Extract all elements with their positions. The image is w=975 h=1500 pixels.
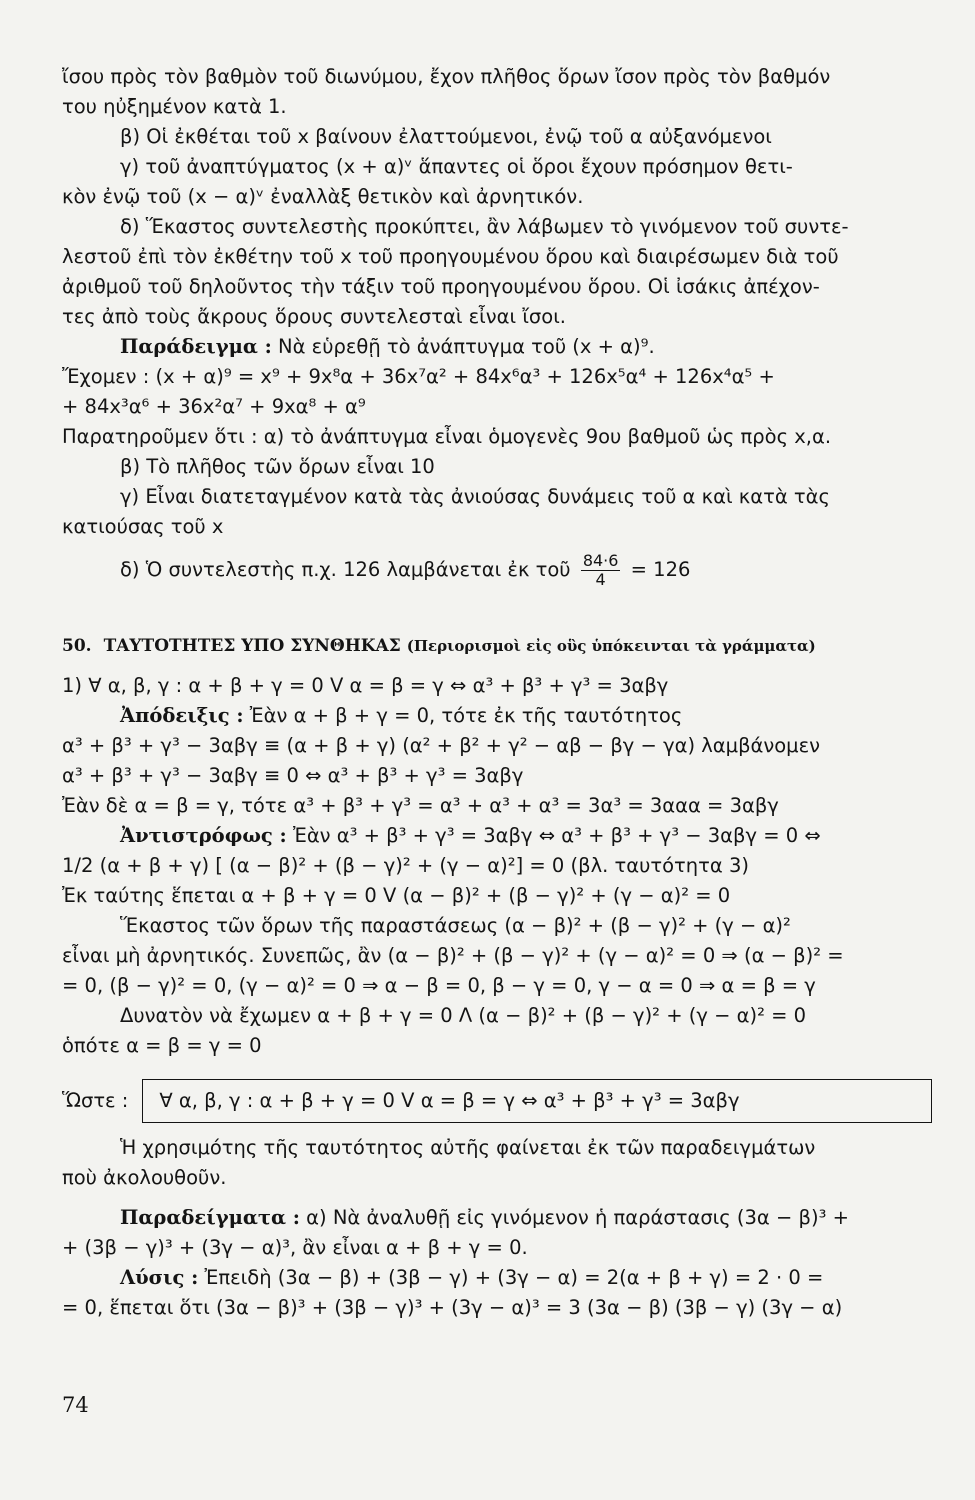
item-d-line4: τες ἀπὸ τοὺς ἄκρους ὅρους συντελεσταὶ εἶναι ἴσοι. — [62, 305, 567, 328]
observation: Παρατηροῦμεν ὅτι : α) τὸ ἀνάπτυγμα εἶναι ὁμογενὲς 9ου βαθμοῦ ὡς πρὸς x,α. — [62, 425, 832, 448]
item-d-line3: ἀριθμοῦ τοῦ δηλοῦντος τὴν τάξιν τοῦ προηγουμένου ὅρου. Οἱ ἰσάκις ἀπέχον- — [62, 275, 820, 298]
observation-g2: κατιούσας τοῦ x — [62, 515, 224, 538]
boxed-identity: ∀ α, β, γ : α + β + γ = 0 V α = β = γ ⇔ α³ + β³ + γ³ = 3αβγ — [142, 1079, 932, 1123]
paragraph-line: ἴσου πρὸς τὸν βαθμὸν τοῦ διωνύμου, ἔχον πλῆθος ὅρων ἴσον πρὸς τὸν βαθμόν — [62, 65, 831, 88]
fraction-numerator: 84·6 — [582, 551, 619, 570]
section-number: 50. — [62, 636, 92, 656]
page-text — [62, 62, 932, 1323]
solution-heading — [62, 1263, 932, 1293]
usefulness-line1: Ἡ χρησιμότης τῆς ταυτότητος αὐτῆς φαίνεται ἐκ τῶν παραδειγμάτων — [120, 1136, 816, 1159]
observation-g1: γ) Εἶναι διατεταγμένον κατὰ τὰς ἀνιούσας δυνάμεις τοῦ α καὶ κατὰ τὰς — [120, 485, 830, 508]
page-number: 74 — [62, 1393, 89, 1417]
solution-line2: = 0, ἕπεται ὅτι (3α − β)³ + (3β − γ)³ + (3γ − α)³ = 3 (3α − β) (3β − γ) (3γ − α) — [62, 1296, 843, 1319]
converse-line7: ὁπότε α = β = γ = 0 — [62, 1034, 262, 1057]
converse-label: Ἀντιστρόφως : — [120, 824, 287, 847]
observation-b: β) Τὸ πλῆθος τῶν ὅρων εἶναι 10 — [120, 455, 435, 478]
converse-line2: Ἐκ ταύτης ἕπεται α + β + γ = 0 V (α − β)² + (β − γ)² + (γ − α)² = 0 — [62, 884, 731, 907]
examples-line2: + (3β − γ)³ + (3γ − α)³, ἂν εἶναι α + β + γ = 0. — [62, 1236, 528, 1259]
example-heading — [62, 332, 932, 362]
example-text: Νὰ εὑρεθῇ τὸ ἀνάπτυγμα τοῦ (x + α)⁹. — [271, 335, 655, 358]
solution-label: Λύσις : — [120, 1266, 199, 1289]
item-d-line1: δ) Ἕκαστος συντελεστὴς προκύπτει, ἂν λάβωμεν τὸ γινόμενον τοῦ συντε- — [120, 215, 849, 238]
observation-d — [62, 552, 932, 589]
expansion-line1: Ἔχομεν : (x + α)⁹ = x⁹ + 9x⁸α + 36x⁷α² + 84x⁶α³ + 126x⁵α⁴ + 126x⁴α⁵ + — [62, 365, 775, 388]
converse-heading — [62, 821, 932, 851]
item-g-line1: γ) τοῦ ἀναπτύγματος (x + α)ᵛ ἅπαντες οἱ ὅροι ἔχουν πρόσημον θετι- — [120, 155, 793, 178]
fraction-denominator: 4 — [595, 570, 606, 589]
usefulness-line2: ποὺ ἀκολουθοῦν. — [62, 1166, 227, 1189]
solution-text: Ἐπειδὴ (3α − β) + (3β − γ) + (3γ − α) = 2(α + β + γ) = 2 · 0 = — [198, 1266, 824, 1289]
conclusion-row — [62, 1079, 932, 1123]
expansion-line2: + 84x³α⁶ + 36x²α⁷ + 9xα⁸ + α⁹ — [62, 395, 366, 418]
observation-d-result: = 126 — [630, 558, 691, 581]
examples-label: Παραδείγματα : — [120, 1206, 300, 1229]
examples-heading — [62, 1203, 932, 1233]
proof-line2: α³ + β³ + γ³ − 3αβγ ≡ 0 ⇔ α³ + β³ + γ³ = 3αβγ — [62, 764, 524, 787]
converse-line4: εἶναι μὴ ἀρνητικός. Συνεπῶς, ἂν (α − β)² + (β − γ)² + (γ − α)² = 0 ⇒ (α − β)² = — [62, 944, 844, 967]
example-label: Παράδειγμα : — [120, 335, 272, 358]
section-subtitle: (Περιορισμοὶ εἰς οὓς ὑπόκεινται τὰ γράμματα) — [406, 637, 816, 655]
converse-line6: Δυνατὸν νὰ ἔχωμεν α + β + γ = 0 Λ (α − β)² + (β − γ)² + (γ − α)² = 0 — [120, 1004, 807, 1027]
identity-statement: 1) ∀ α, β, γ : α + β + γ = 0 V α = β = γ ⇔ α³ + β³ + γ³ = 3αβγ — [62, 674, 669, 697]
converse-line3: Ἕκαστος τῶν ὅρων τῆς παραστάσεως (α − β)² + (β − γ)² + (γ − α)² — [120, 914, 791, 937]
item-b: β) Οἱ ἐκθέται τοῦ x βαίνουν ἐλαττούμενοι, ἐνῷ τοῦ α αὐξανόμενοι — [120, 125, 772, 148]
fraction — [581, 552, 621, 589]
item-d-line2: λεστοῦ ἐπὶ τὸν ἐκθέτην τοῦ x τοῦ προηγουμένου ὅρου καὶ διαιρέσωμεν διὰ τοῦ — [62, 245, 839, 268]
converse-line1: 1/2 (α + β + γ) [ (α − β)² + (β − γ)² + (γ − α)²] = 0 (βλ. ταυτότητα 3) — [62, 854, 749, 877]
proof-line1: α³ + β³ + γ³ − 3αβγ ≡ (α + β + γ) (α² + β² + γ² − αβ − βγ − γα) λαμβάνομεν — [62, 734, 821, 757]
proof-line3: Ἐὰν δὲ α = β = γ, τότε α³ + β³ + γ³ = α³ + α³ + α³ = 3α³ = 3ααα = 3αβγ — [62, 794, 779, 817]
proof-text: Ἐὰν α + β + γ = 0, τότε ἐκ τῆς ταυτότητος — [243, 704, 683, 727]
proof-heading — [62, 701, 932, 731]
item-g-line2: κὸν ἐνῷ τοῦ (x − α)ᵛ ἐναλλὰξ θετικὸν καὶ ἀρνητικόν. — [62, 185, 584, 208]
observation-d-text: δ) Ὁ συντελεστὴς π.χ. 126 λαμβάνεται ἐκ τοῦ — [120, 558, 571, 581]
section-heading — [62, 631, 932, 661]
converse-text: Ἐὰν α³ + β³ + γ³ = 3αβγ ⇔ α³ + β³ + γ³ − 3αβγ = 0 ⇔ — [286, 824, 821, 847]
converse-line5: = 0, (β − γ)² = 0, (γ − α)² = 0 ⇒ α − β = 0, β − γ = 0, γ − α = 0 ⇒ α = β = γ — [62, 974, 816, 997]
section-title: ΤΑΥΤΟΤΗΤΕΣ ΥΠΟ ΣΥΝΘΗΚΑΣ — [103, 636, 401, 656]
paragraph-line: του ηὐξημένον κατὰ 1. — [62, 95, 287, 118]
proof-label: Ἀπόδειξις : — [120, 704, 244, 727]
examples-text: α) Νὰ ἀναλυθῇ εἰς γινόμενον ἡ παράστασις (3α − β)³ + — [299, 1206, 849, 1229]
conclusion-label: Ὥστε : — [62, 1089, 129, 1112]
